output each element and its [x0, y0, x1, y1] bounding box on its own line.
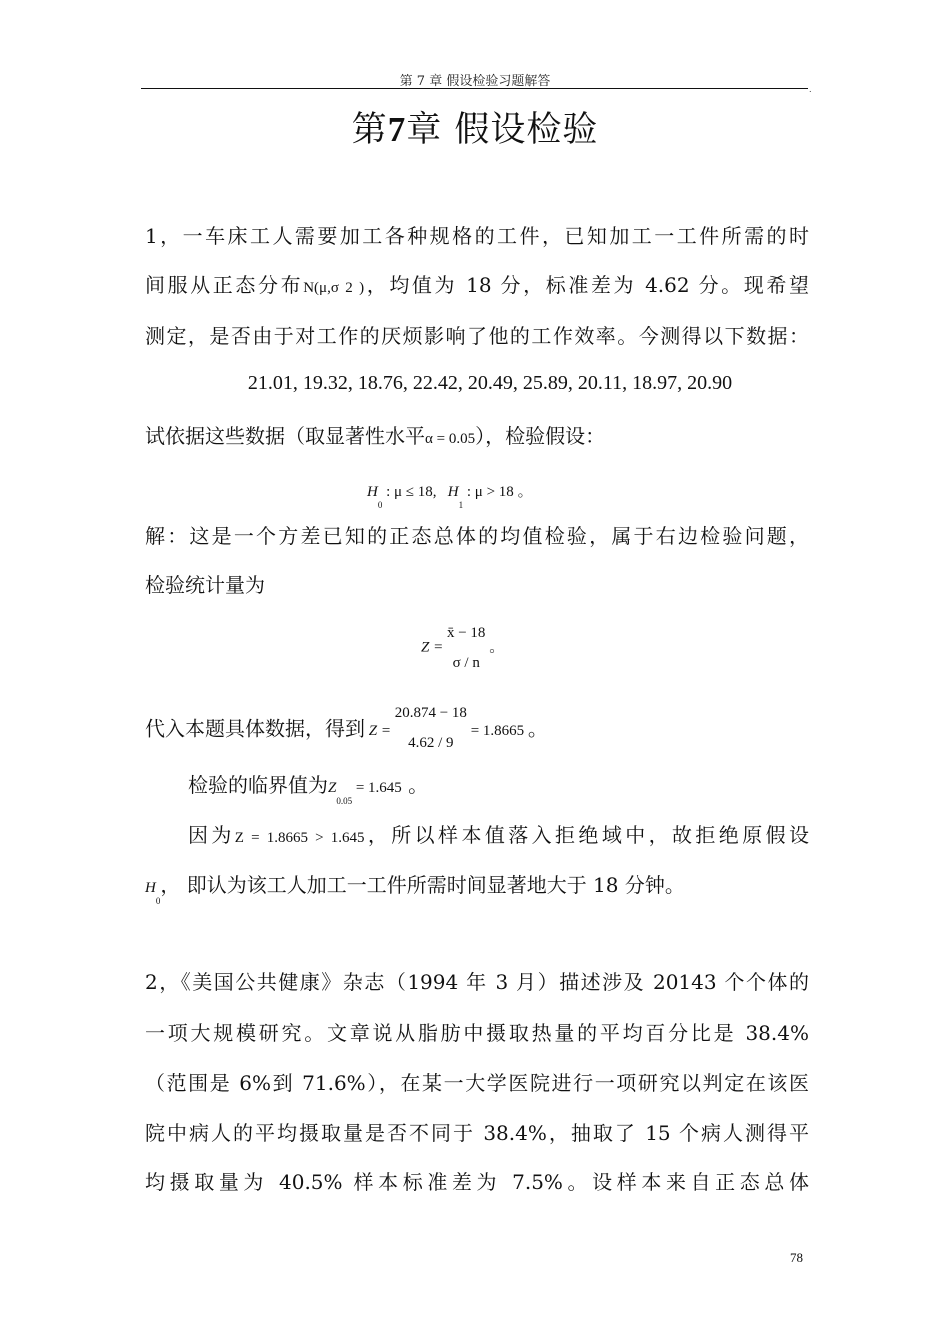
- chapter-title: [0, 102, 950, 152]
- problem2-line5: 均摄取量为 40.5% 样本标准差为 7.5%。设样本来自正态总体: [145, 1170, 809, 1194]
- h1-condition: : μ > 18: [466, 484, 514, 500]
- title-prefix: 第: [351, 110, 388, 150]
- problem2-line2: 一项大规模研究。文章说从脂肪中摄取热量的平均百分比是 38.4%: [145, 1021, 809, 1045]
- problem2-line3: （范围是 6%到 71.6%），在某一大学医院进行一项研究以判定在该医: [145, 1071, 809, 1095]
- stat-fraction: [447, 618, 485, 678]
- solution1-line1: 解：这是一个方差已知的正态总体的均值检验，属于右边检验问题，: [145, 524, 809, 548]
- sub-fraction: [395, 698, 467, 758]
- stat-numerator: x̄ − 18: [446, 625, 486, 641]
- solution1-line2: 检验统计量为: [145, 573, 265, 597]
- stat-denominator: σ / n: [452, 655, 480, 671]
- running-header: 第 7 章 假设检验习题解答: [399, 74, 551, 89]
- problem1-line5-pre: 试依据这些数据（取显著性水平: [145, 424, 425, 448]
- h0-subscript: 0: [377, 500, 383, 510]
- crit-pre: 检验的临界值为: [188, 773, 328, 797]
- crit-z: Z: [328, 780, 337, 796]
- critical-value-line: [188, 771, 809, 815]
- substitution-formula: [365, 705, 528, 751]
- problem1-line2-pre: 间服从正态分布: [145, 273, 304, 297]
- conclusion-inequality: Z = 1.8665 > 1.645: [234, 830, 365, 846]
- conclusion-pre: 因为: [188, 823, 235, 847]
- substitution-line: [145, 706, 809, 758]
- sub-lhs: Z =: [368, 723, 391, 740]
- header-mark: .: [809, 85, 812, 94]
- crit-subscript: 0.05: [336, 796, 353, 806]
- crit-value: = 1.645: [355, 780, 402, 796]
- conclusion-post: ，所以样本值落入拒绝域中，故拒绝原假设: [364, 823, 809, 847]
- sub-result: = 1.8665: [470, 723, 525, 740]
- conclusion-h0-subscript: 0: [155, 896, 161, 906]
- header-rule: [141, 88, 808, 89]
- crit-end: 。: [408, 773, 429, 797]
- conclusion-line2: [145, 871, 809, 915]
- hypotheses: [367, 480, 533, 510]
- title-suffix: 章 假设检验: [406, 110, 599, 150]
- problem1-line5-post: ），检验假设：: [475, 424, 606, 448]
- problem1-line2: [145, 271, 809, 302]
- h0-condition: : μ ≤ 18,: [386, 484, 437, 500]
- conclusion-line2-text: ， 即认为该工人加工一工件所需时间显著地大于 18 分钟。: [160, 873, 685, 897]
- critical-value-expr: [328, 780, 402, 806]
- problem2-line1: 2，《美国公共健康》杂志（1994 年 3 月）描述涉及 20143 个个体的: [145, 970, 809, 994]
- h1-subscript: 1: [458, 500, 464, 510]
- problem1-line1: 1，一车床工人需要加工各种规格的工件，已知加工一工件所需的时: [145, 224, 809, 248]
- problem1-line5: [145, 422, 809, 453]
- sample-data: 21.01, 19.32, 18.76, 22.42, 20.49, 25.89, 20.11, 18.97, 20.90: [247, 372, 733, 394]
- sub-numerator: 20.874 − 18: [394, 705, 467, 721]
- stat-end: 。: [489, 637, 505, 656]
- h1-symbol: H: [447, 484, 459, 500]
- stat-lhs: Z =: [421, 639, 444, 656]
- significance-level: α = 0.05: [425, 431, 476, 447]
- test-statistic-formula: [421, 618, 504, 678]
- sub-end: 。: [527, 716, 548, 741]
- problem1-line2-post: ，均值为 18 分，标准差为 4.62 分。现希望: [364, 273, 809, 297]
- h0-symbol: H: [367, 484, 378, 500]
- conclusion-h0: H: [145, 880, 156, 896]
- title-number: 7: [387, 110, 407, 149]
- hypotheses-end: 。: [517, 482, 533, 500]
- problem1-line3: 测定，是否由于对工作的厌烦影响了他的工作效率。今测得以下数据：: [145, 324, 809, 348]
- page-number: 78: [790, 1250, 803, 1265]
- conclusion-line1: [188, 821, 809, 852]
- substitution-pre: 代入本题具体数据，得到: [145, 716, 365, 741]
- sub-denominator: 4.62 / 9: [408, 735, 454, 751]
- problem2-line4: 院中病人的平均摄取量是否不同于 38.4%，抽取了 15 个病人测得平: [145, 1121, 809, 1145]
- normal-distribution-expr: N(μ,σ 2 ): [303, 280, 365, 296]
